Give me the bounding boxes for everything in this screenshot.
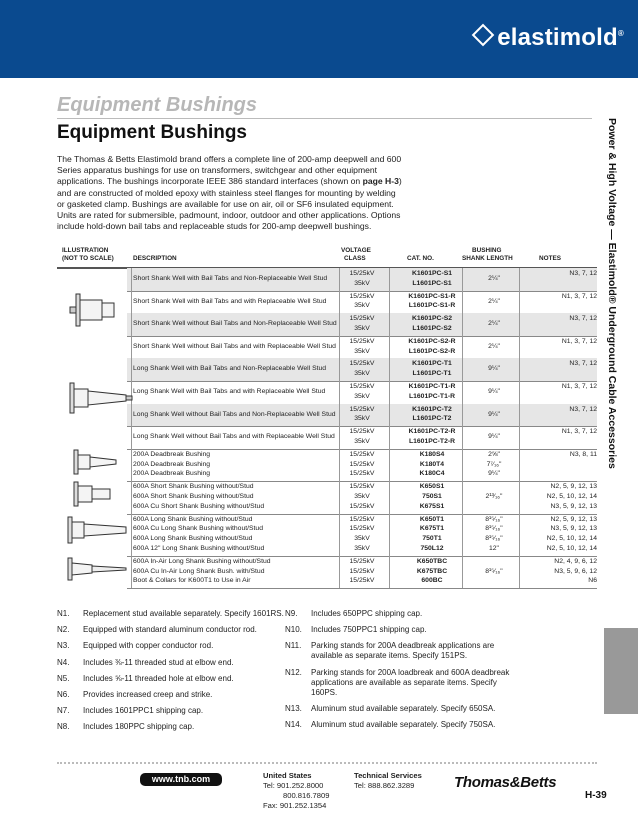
voltage-cell: 15/25kV 35kV [349, 383, 375, 400]
page-title: Equipment Bushings [57, 122, 247, 143]
voltage-cell: 15/25kV 35kV [349, 428, 375, 445]
voltage-cell: 15/25kV 15/25kV 15/25kV [349, 450, 375, 478]
shank-length-cell: 2¼" [488, 320, 500, 328]
voltage-cell: 15/25kV 35kV [349, 337, 375, 355]
shank-length-cell: 2¼" [488, 274, 500, 282]
cat-no-cell: K1601PC-S1-R L1601PC-S1-R [408, 292, 456, 310]
600a-long-illustration [64, 514, 134, 546]
side-tab [604, 628, 638, 714]
shank-length-cell: 9¼" [488, 433, 500, 441]
note-item: N2. Equipped with standard aluminum conductor rod. [57, 625, 257, 635]
tech-contact: Technical Services Tel: 888.862.3289 [354, 771, 422, 790]
description-cell: 600A In-Air Long Shank Bushing without/Stud 600A Cu In-Air Long Shank Bush. with/Stud Boot & Collars for K600T1 to Use in Air [133, 557, 271, 585]
description-cell: Short Shank Well without Bail Tabs and Non-Replaceable Well Stud [133, 320, 337, 328]
note-item: N11. Parking stands for 200A deadbreak applications are available as separate items. Specify 151PS. [285, 641, 495, 661]
note-item: N9. Includes 650PPC shipping cap. [285, 609, 423, 618]
notes-cell: N2, 5, 9, 12, 13 N3, 5, 9, 12, 13 N2, 5, 10, 12, 14 N2, 5, 10, 12, 14 [546, 515, 597, 552]
elastimold-logo: elastimold® [475, 24, 624, 52]
description-cell: Short Shank Well without Bail Tabs and with Replaceable Well Stud [133, 342, 336, 350]
notes-cell: N3, 7, 12 [569, 360, 597, 368]
cat-no-cell: K1601PC-T2-R L1601PC-T2-R [408, 428, 456, 445]
notes-cell: N3, 7, 12 [569, 270, 597, 277]
deadbreak-illustration [70, 448, 126, 476]
cat-no-cell: K1601PC-T2 L1601PC-T2 [412, 405, 452, 423]
table-header: ILLUSTRATION (NOT TO SCALE) DESCRIPTION VOLTAGE CLASS CAT. NO. BUSHING SHANK LENGTH NOTES [62, 247, 562, 262]
column-divider [339, 268, 340, 588]
cat-no-cell: K1601PC-S2-R L1601PC-S2-R [408, 337, 456, 355]
description-cell: 600A Long Shank Bushing without/Stud 600A Cu Long Shank Bushing without/Stud 600A Long Shank Bushing without/Stud 600A 12" Long Shank Bushing without/Stud [133, 515, 265, 552]
thomas-betts-logo: Thomas&Betts [454, 774, 557, 791]
section-title: Equipment Bushings [57, 94, 257, 116]
description-cell: Long Shank Well without Bail Tabs and with Replaceable Well Stud [133, 433, 335, 441]
side-label: Power & High Voltage — Elastimold® Underground Cable Accessories [606, 118, 618, 469]
description-cell: Long Shank Well with Bail Tabs and with Replaceable Well Stud [133, 387, 326, 395]
note-item: N14. Aluminum stud available separately. Specify 750SA. [285, 719, 496, 729]
column-divider [519, 268, 520, 588]
note-item: N10. Includes 750PPC1 shipping cap. [285, 625, 427, 635]
note-item: N5. Includes ⅝-11 threaded hole at elbow end. [57, 673, 234, 683]
cat-no-cell: K650S1 750S1 K675S1 [419, 483, 445, 510]
description-cell: 600A Short Shank Bushing without/Stud 600A Short Shank Bushing without/Stud 600A Cu Short Shank Bushing without/Stud [133, 483, 265, 510]
cat-no-cell: K650T1 K675T1 750T1 750L12 [419, 515, 445, 552]
note-item: N4. Includes ⅜-11 threaded stud at elbow end. [57, 657, 234, 667]
note-item: N1. Replacement stud available separately. Specify 1601RS. [57, 609, 284, 618]
cat-no-cell: K1601PC-S2 L1601PC-S2 [411, 315, 453, 332]
description-cell: Long Shank Well without Bail Tabs and Non-Replaceable Well Stud [133, 410, 336, 418]
shank-length-cell: 9¼" [488, 410, 500, 418]
description-cell: Short Shank Well with Bail Tabs and Non-Replaceable Well Stud [133, 274, 328, 282]
note-item: N6. Provides increased creep and strike. [57, 689, 213, 699]
divider [57, 118, 592, 119]
shank-length-cell: 2⅝" 7⁷⁄₁₆" 9¼" [486, 450, 502, 478]
voltage-cell: 15/25kV 35kV [349, 360, 375, 378]
notes-cell: N2, 4, 9, 6, 12 N3, 5, 9, 6, 12 N6 [554, 557, 597, 585]
shank-length-cell: 9¼" [488, 387, 500, 395]
cat-no-cell: K1601PC-T1 L1601PC-T1 [412, 360, 452, 378]
logo-diamond-icon [472, 24, 495, 47]
page-ref-link[interactable]: page H-3 [362, 176, 399, 187]
shank-length-cell: 8¹⁵⁄₁₆" 8¹⁵⁄₁₆" 8¹⁵⁄₁₆" 12" [485, 515, 503, 552]
notes-cell: N2, 5, 9, 12, 13 N2, 5, 10, 12, 14 N3, 5, 9, 12, 13 [546, 483, 597, 510]
footer-divider [57, 762, 597, 764]
note-item: N13. Aluminum stud available separately. Specify 650SA. [285, 703, 496, 713]
intro-paragraph: The Thomas & Betts Elastimold brand offers a complete line of 200-amp deepwell and 600 Series apparatus bushings for use on transformers, switchgear and other equipment applications. The bushings incorporate IEEE 386 standard interfaces (shown on page H-3) and are constructed of molded epoxy with stainless steel flanges for mounting by welding or gasketed clamp. Bushings are available for use on air, oil or SF6 insulated equipment. Units are rated for submersible, padmount, indoor, outdoor and other applications. Options include hold-down bail tabs and replaceable studs for 200-amp deepwell bushings. [57, 154, 402, 232]
header-bar [0, 0, 638, 78]
short-shank-illustration [66, 290, 122, 330]
description-cell: Long Shank Well with Bail Tabs and Non-Replaceable Well Stud [133, 365, 327, 373]
voltage-cell: 15/25kV 35kV 15/25kV [349, 483, 375, 510]
600a-short-illustration [70, 480, 126, 508]
voltage-cell: 15/25kV 35kV [349, 292, 375, 310]
us-contact: United States Tel: 901.252.8000 800.816.7809 Fax: 901.252.1354 [263, 771, 330, 810]
page-number: H-39 [585, 790, 607, 801]
description-cell: Short Shank Well with Bail Tabs and with Replaceable Well Stud [133, 297, 327, 305]
description-cell: 200A Deadbreak Bushing 200A Deadbreak Bushing 200A Deadbreak Bushing [133, 450, 211, 478]
shank-length-cell: 2¹³⁄₁₆" [485, 493, 503, 500]
note-item: N8. Includes 180PPC shipping cap. [57, 722, 195, 732]
note-item: N12. Parking stands for 200A loadbreak and 600A deadbreak applications are available as separate items. Specify 160PS. [285, 667, 510, 697]
cat-no-cell: K650TBC K675TBC 600BC [416, 557, 448, 585]
column-divider [462, 268, 463, 588]
notes-left [57, 609, 287, 739]
shank-length-cell: 2¼" [488, 342, 500, 350]
note-item: N3. Equipped with copper conductor rod. [57, 641, 214, 651]
long-shank-illustration [64, 380, 136, 416]
notes-cell: N1, 3, 7, 12 [561, 337, 597, 345]
notes-cell: N3, 7, 12 [569, 405, 597, 413]
notes-cell: N1, 3, 7, 12 [561, 292, 597, 300]
cat-no-cell: K1601PC-S1 L1601PC-S1 [411, 270, 453, 287]
voltage-cell: 15/25kV 15/25kV 15/25kV [349, 557, 375, 585]
voltage-cell: 15/25kV 35kV [349, 270, 375, 287]
voltage-cell: 15/25kV 35kV [349, 405, 375, 423]
shank-length-cell: 8¹⁵⁄₁₆" [485, 567, 503, 575]
cat-no-cell: K1601PC-T1-R L1601PC-T1-R [408, 383, 456, 400]
note-item: N7. Includes 1601PPC1 shipping cap. [57, 706, 204, 716]
notes-cell: N3, 7, 12 [569, 315, 597, 323]
notes-cell: N1, 3, 7, 12 [561, 383, 597, 390]
column-divider [389, 268, 390, 588]
voltage-cell: 15/25kV 15/25kV 35kV 35kV [349, 515, 375, 552]
notes-cell: N1, 3, 7, 12 [561, 428, 597, 436]
shank-length-cell: 2¼" [488, 297, 500, 305]
notes-cell: N3, 8, 11 [569, 450, 597, 458]
voltage-cell: 15/25kV 35kV [349, 315, 375, 332]
notes-right [285, 609, 510, 736]
shank-length-cell: 9¼" [488, 365, 500, 373]
website-link[interactable]: www.tnb.com [140, 773, 222, 786]
in-air-illustration [64, 556, 134, 582]
cat-no-cell: K180S4 K180T4 K180C4 [419, 450, 445, 478]
